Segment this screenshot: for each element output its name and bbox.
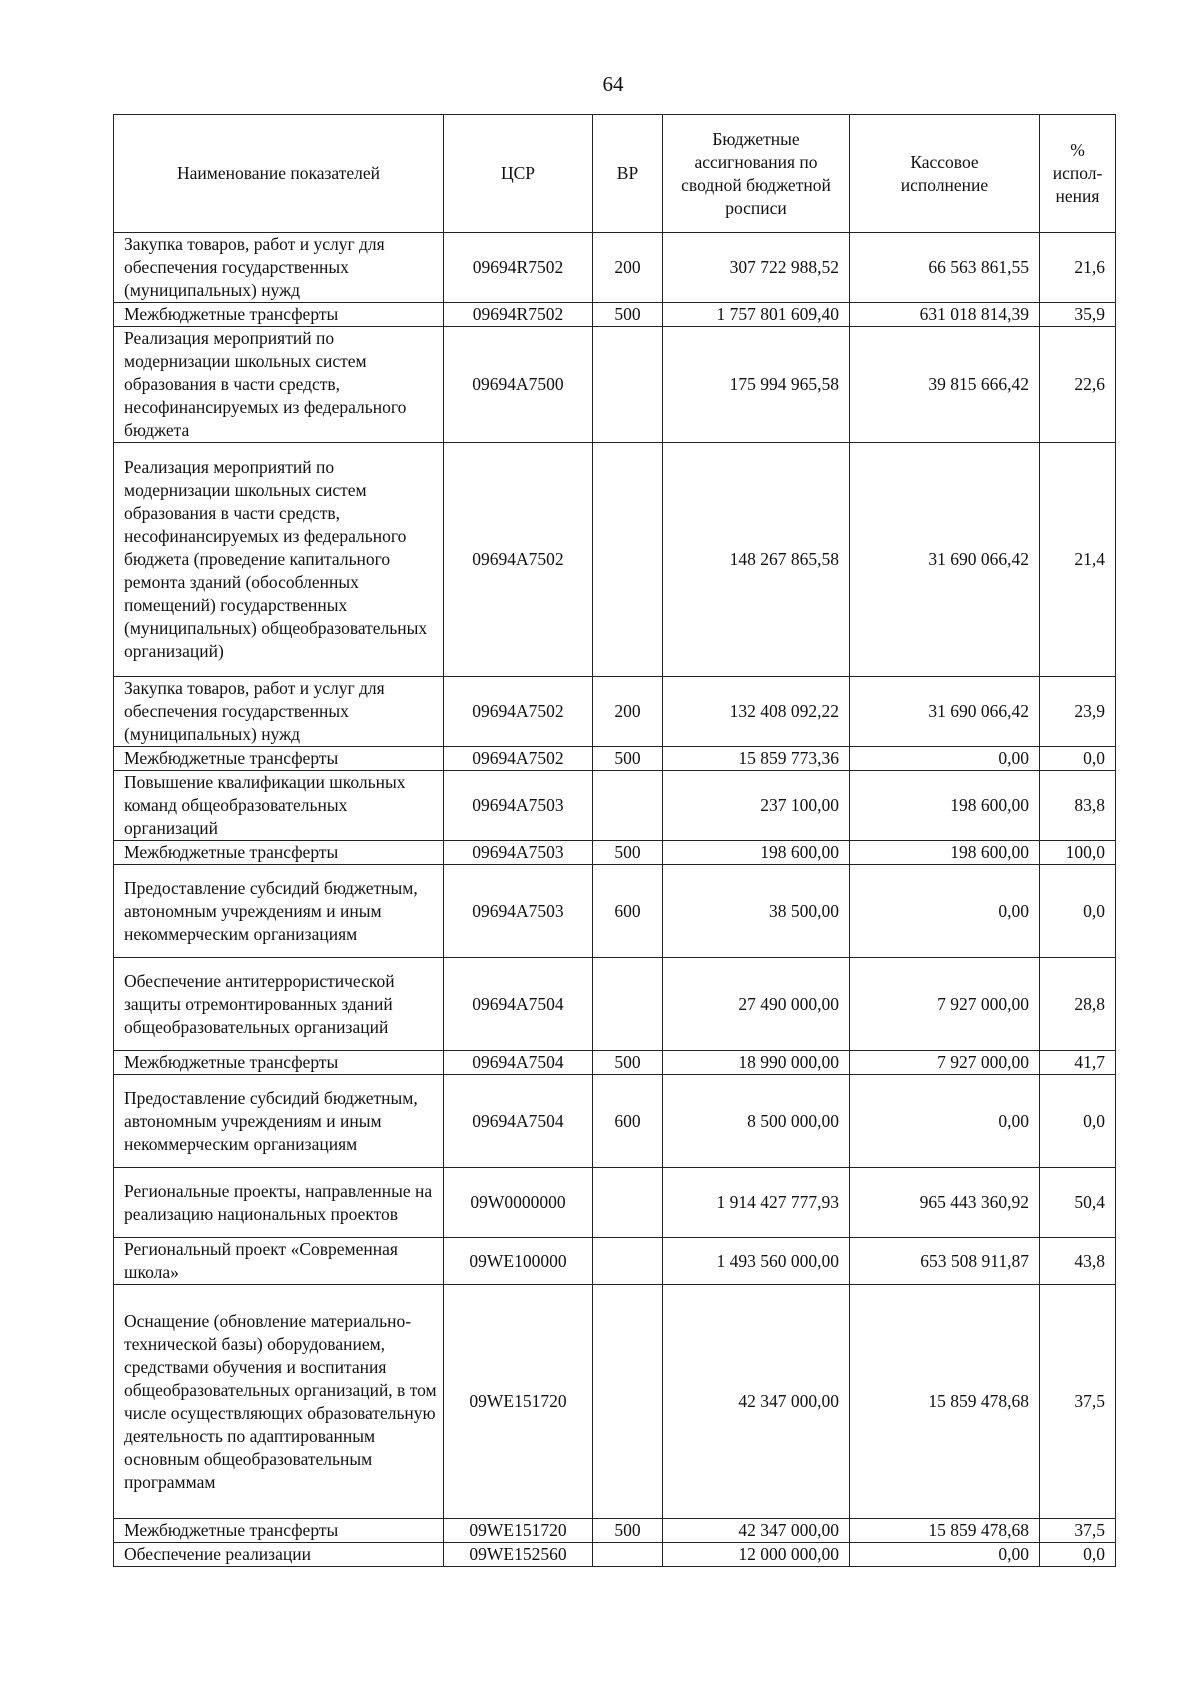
cell-exec: 653 508 911,87 — [850, 1238, 1040, 1285]
cell-budget: 1 757 801 609,40 — [663, 303, 850, 327]
table-row — [114, 1075, 1116, 1168]
cell-exec: 31 690 066,42 — [850, 443, 1040, 677]
cell-exec: 15 859 478,68 — [850, 1285, 1040, 1519]
header-csr: ЦСР — [444, 115, 593, 233]
cell-name: Предоставление субсидий бюджетным, автономным учреждениям и иным некоммерческим организациям — [114, 865, 444, 958]
cell-exec: 0,00 — [850, 1543, 1040, 1567]
table-row — [114, 1543, 1116, 1567]
cell-budget: 18 990 000,00 — [663, 1051, 850, 1075]
cell-csr: 09WE151720 — [444, 1285, 593, 1519]
cell-exec: 0,00 — [850, 865, 1040, 958]
cell-exec: 15 859 478,68 — [850, 1519, 1040, 1543]
cell-exec: 198 600,00 — [850, 771, 1040, 841]
cell-pct: 23,9 — [1040, 677, 1116, 747]
cell-name: Региональный проект «Современная школа» — [114, 1238, 444, 1285]
cell-exec: 7 927 000,00 — [850, 1051, 1040, 1075]
cell-name: Межбюджетные трансферты — [114, 1051, 444, 1075]
cell-name: Оснащение (обновление материально-технической базы) оборудованием, средствами обучения и воспитания общеобразовательных организаций, в том числе осуществляющих образовательную деятельность по адаптированным основным общеобразовательным программам — [114, 1285, 444, 1519]
cell-csr: 09694A7503 — [444, 771, 593, 841]
table-row — [114, 1168, 1116, 1238]
cell-pct: 0,0 — [1040, 865, 1116, 958]
cell-exec: 0,00 — [850, 1075, 1040, 1168]
cell-budget: 12 000 000,00 — [663, 1543, 850, 1567]
cell-budget: 237 100,00 — [663, 771, 850, 841]
cell-exec: 0,00 — [850, 747, 1040, 771]
cell-csr: 09694A7504 — [444, 1075, 593, 1168]
table-row — [114, 443, 1116, 677]
cell-budget: 175 994 965,58 — [663, 327, 850, 443]
cell-pct: 100,0 — [1040, 841, 1116, 865]
cell-csr: 09W0000000 — [444, 1168, 593, 1238]
cell-vr: 500 — [593, 747, 663, 771]
cell-pct: 28,8 — [1040, 958, 1116, 1051]
cell-pct: 50,4 — [1040, 1168, 1116, 1238]
cell-pct: 35,9 — [1040, 303, 1116, 327]
cell-exec: 631 018 814,39 — [850, 303, 1040, 327]
table-row — [114, 1051, 1116, 1075]
cell-exec: 198 600,00 — [850, 841, 1040, 865]
cell-name: Межбюджетные трансферты — [114, 303, 444, 327]
cell-vr: 600 — [593, 865, 663, 958]
cell-pct: 0,0 — [1040, 1543, 1116, 1567]
cell-pct: 37,5 — [1040, 1519, 1116, 1543]
cell-pct: 0,0 — [1040, 1075, 1116, 1168]
cell-csr: 09694R7502 — [444, 303, 593, 327]
table-row — [114, 958, 1116, 1051]
table-row — [114, 841, 1116, 865]
cell-budget: 42 347 000,00 — [663, 1285, 850, 1519]
cell-csr: 09WE100000 — [444, 1238, 593, 1285]
cell-pct: 21,4 — [1040, 443, 1116, 677]
table-row — [114, 327, 1116, 443]
cell-vr: 600 — [593, 1075, 663, 1168]
cell-vr — [593, 1168, 663, 1238]
cell-budget: 148 267 865,58 — [663, 443, 850, 677]
table-row — [114, 771, 1116, 841]
header-name: Наименование показателей — [114, 115, 444, 233]
budget-execution-table — [113, 114, 1116, 1567]
cell-pct: 21,6 — [1040, 233, 1116, 303]
cell-pct: 43,8 — [1040, 1238, 1116, 1285]
cell-vr: 500 — [593, 1519, 663, 1543]
cell-exec: 7 927 000,00 — [850, 958, 1040, 1051]
cell-budget: 132 408 092,22 — [663, 677, 850, 747]
cell-csr: 09694A7502 — [444, 443, 593, 677]
cell-vr: 500 — [593, 841, 663, 865]
cell-vr — [593, 771, 663, 841]
table-row — [114, 1519, 1116, 1543]
cell-budget: 15 859 773,36 — [663, 747, 850, 771]
cell-name: Межбюджетные трансферты — [114, 747, 444, 771]
cell-csr: 09694A7502 — [444, 677, 593, 747]
cell-budget: 27 490 000,00 — [663, 958, 850, 1051]
cell-vr: 200 — [593, 233, 663, 303]
cell-vr: 200 — [593, 677, 663, 747]
cell-vr — [593, 1238, 663, 1285]
cell-pct: 0,0 — [1040, 747, 1116, 771]
cell-csr: 09WE151720 — [444, 1519, 593, 1543]
cell-budget: 8 500 000,00 — [663, 1075, 850, 1168]
cell-vr — [593, 327, 663, 443]
cell-name: Повышение квалификации школьных команд общеобразовательных организаций — [114, 771, 444, 841]
table-body — [114, 233, 1116, 1567]
cell-exec: 39 815 666,42 — [850, 327, 1040, 443]
header-execution: Кассовое исполнение — [850, 115, 1040, 233]
cell-name: Закупка товаров, работ и услуг для обеспечения государственных (муниципальных) нужд — [114, 233, 444, 303]
cell-name: Межбюджетные трансферты — [114, 841, 444, 865]
cell-vr — [593, 1543, 663, 1567]
table-row — [114, 303, 1116, 327]
cell-name: Предоставление субсидий бюджетным, автономным учреждениям и иным некоммерческим организациям — [114, 1075, 444, 1168]
cell-exec: 31 690 066,42 — [850, 677, 1040, 747]
cell-csr: 09694A7502 — [444, 747, 593, 771]
table-row — [114, 747, 1116, 771]
table-header-row — [114, 115, 1116, 233]
cell-budget: 307 722 988,52 — [663, 233, 850, 303]
cell-vr — [593, 958, 663, 1051]
cell-name: Региональные проекты, направленные на реализацию национальных проектов — [114, 1168, 444, 1238]
cell-budget: 1 914 427 777,93 — [663, 1168, 850, 1238]
cell-pct: 22,6 — [1040, 327, 1116, 443]
cell-pct: 41,7 — [1040, 1051, 1116, 1075]
cell-exec: 66 563 861,55 — [850, 233, 1040, 303]
cell-csr: 09694A7503 — [444, 865, 593, 958]
cell-csr: 09694A7500 — [444, 327, 593, 443]
cell-vr — [593, 443, 663, 677]
cell-name: Закупка товаров, работ и услуг для обеспечения государственных (муниципальных) нужд — [114, 677, 444, 747]
cell-csr: 09694A7504 — [444, 958, 593, 1051]
cell-vr — [593, 1285, 663, 1519]
cell-vr: 500 — [593, 303, 663, 327]
cell-vr: 500 — [593, 1051, 663, 1075]
cell-name: Межбюджетные трансферты — [114, 1519, 444, 1543]
header-percent: % испол-нения — [1040, 115, 1116, 233]
cell-budget: 198 600,00 — [663, 841, 850, 865]
cell-csr: 09694A7503 — [444, 841, 593, 865]
header-budget: Бюджетные ассигнования по сводной бюджетной росписи — [663, 115, 850, 233]
cell-exec: 965 443 360,92 — [850, 1168, 1040, 1238]
cell-name: Обеспечение реализации — [114, 1543, 444, 1567]
cell-budget: 38 500,00 — [663, 865, 850, 958]
table-row — [114, 1238, 1116, 1285]
cell-name: Реализация мероприятий по модернизации школьных систем образования в части средств, несофинансируемых из федерального бюджета — [114, 327, 444, 443]
cell-pct: 37,5 — [1040, 1285, 1116, 1519]
table-row — [114, 865, 1116, 958]
table-row — [114, 233, 1116, 303]
cell-pct: 83,8 — [1040, 771, 1116, 841]
table-row — [114, 1285, 1116, 1519]
cell-name: Реализация мероприятий по модернизации школьных систем образования в части средств, несофинансируемых из федерального бюджета (проведение капитального ремонта зданий (обособленных помещений) государственных (муниципальных) общеобразовательных организаций) — [114, 443, 444, 677]
cell-name: Обеспечение антитеррористической защиты отремонтированных зданий общеобразовательных организаций — [114, 958, 444, 1051]
cell-budget: 42 347 000,00 — [663, 1519, 850, 1543]
cell-csr: 09694A7504 — [444, 1051, 593, 1075]
cell-csr: 09694R7502 — [444, 233, 593, 303]
cell-budget: 1 493 560 000,00 — [663, 1238, 850, 1285]
table-row — [114, 677, 1116, 747]
cell-csr: 09WE152560 — [444, 1543, 593, 1567]
page-number: 64 — [602, 72, 624, 96]
header-vr: ВР — [593, 115, 663, 233]
